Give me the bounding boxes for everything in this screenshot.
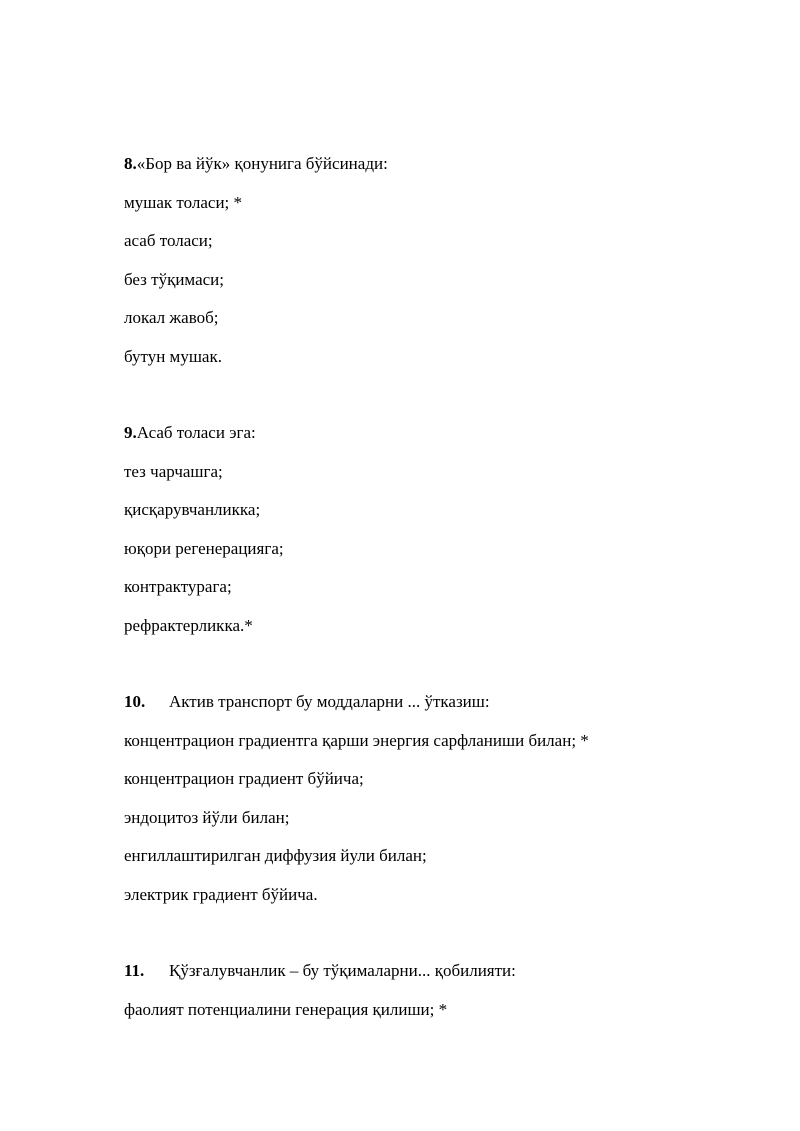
question-8 bbox=[124, 150, 724, 381]
spacer bbox=[124, 919, 724, 957]
answer-option: енгиллаштирилган диффузия йули билан; bbox=[124, 846, 427, 865]
answer-option: мушак толаси; * bbox=[124, 192, 243, 212]
question-title bbox=[124, 957, 724, 996]
question-11 bbox=[124, 957, 724, 1034]
question-number: 8. bbox=[124, 154, 137, 173]
document-page bbox=[124, 150, 724, 1034]
answer-option: бутун мушак. bbox=[124, 346, 222, 366]
question-title bbox=[124, 419, 724, 458]
question-text: «Бор ва йўк» қонунига бўйсинади: bbox=[136, 154, 388, 173]
question-text: Асаб толаси эга: bbox=[136, 423, 256, 442]
question-number: 9. bbox=[124, 423, 137, 442]
question-title bbox=[124, 688, 724, 727]
answer-option: локал жавоб; bbox=[124, 308, 219, 327]
answer-option: контрактурага; bbox=[124, 577, 232, 596]
answer-option: юқори регенерацияга; bbox=[124, 538, 284, 558]
answer-option: тез чарчашга; bbox=[124, 461, 223, 481]
question-9 bbox=[124, 419, 724, 650]
question-10 bbox=[124, 688, 724, 919]
question-title bbox=[124, 150, 724, 189]
question-text: Актив транспорт бу моддаларни ... ўтказиш: bbox=[169, 692, 490, 711]
spacer bbox=[124, 381, 724, 419]
spacer bbox=[124, 650, 724, 688]
answer-option: концентрацион градиентга қарши энергия сарфланиши билан; * bbox=[124, 730, 589, 750]
question-text: Қўзғалувчанлик – бу тўқималарни... қобилияти: bbox=[169, 961, 516, 980]
answer-option: концентрацион градиент бўйича; bbox=[124, 769, 364, 788]
question-number: 11. bbox=[124, 961, 145, 980]
question-number: 10. bbox=[124, 692, 146, 711]
answer-option: без тўқимаси; bbox=[124, 269, 224, 289]
answer-option: фаолият потенциалини генерация қилиши; * bbox=[124, 999, 448, 1019]
answer-option: рефрактерликка.* bbox=[124, 615, 253, 635]
answer-option: электрик градиент бўйича. bbox=[124, 884, 318, 904]
answer-option: эндоцитоз йўли билан; bbox=[124, 807, 290, 827]
answer-option: асаб толаси; bbox=[124, 231, 213, 250]
answer-option: қисқарувчанликка; bbox=[124, 500, 261, 519]
